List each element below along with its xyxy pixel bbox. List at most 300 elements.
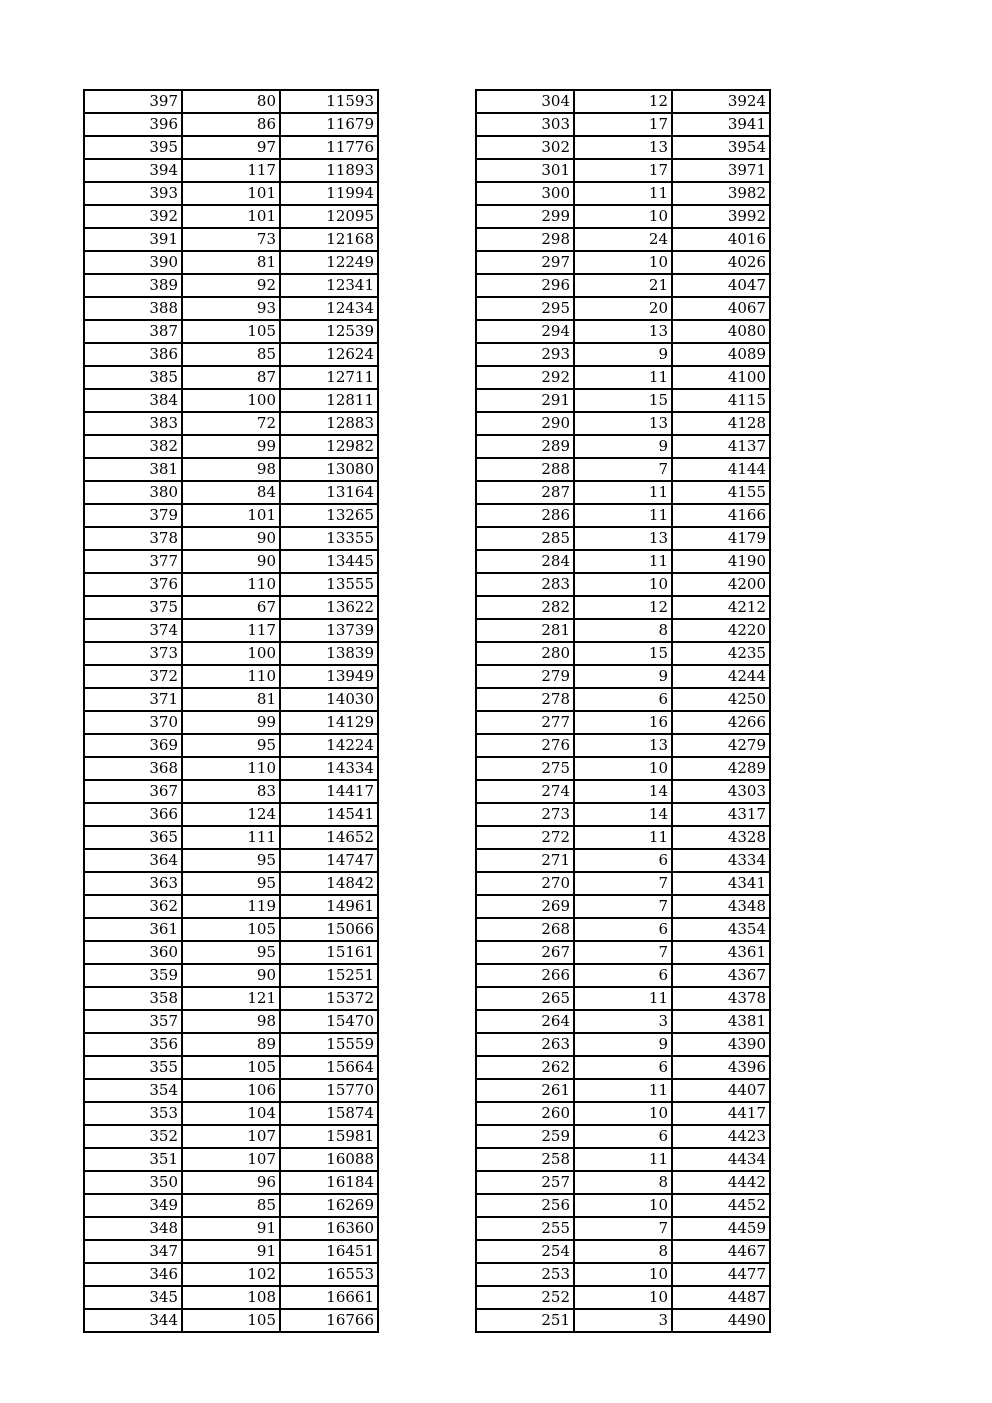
count-cell: 10: [574, 1102, 672, 1125]
score-table-right-body: [476, 90, 770, 1332]
score-cell: 280: [476, 642, 574, 665]
table-row: [84, 182, 378, 205]
count-cell: 10: [574, 1263, 672, 1286]
count-cell: 119: [182, 895, 280, 918]
score-cell: 378: [84, 527, 182, 550]
score-cell: 384: [84, 389, 182, 412]
score-cell: 299: [476, 205, 574, 228]
cumulative-cell: 4477: [672, 1263, 770, 1286]
score-cell: 287: [476, 481, 574, 504]
table-row: [476, 642, 770, 665]
count-cell: 117: [182, 619, 280, 642]
cumulative-cell: 16553: [280, 1263, 378, 1286]
count-cell: 11: [574, 182, 672, 205]
count-cell: 107: [182, 1125, 280, 1148]
table-row: [476, 918, 770, 941]
cumulative-cell: 4279: [672, 734, 770, 757]
cumulative-cell: 11593: [280, 90, 378, 113]
cumulative-cell: 3954: [672, 136, 770, 159]
count-cell: 85: [182, 1194, 280, 1217]
count-cell: 10: [574, 1286, 672, 1309]
score-cell: 391: [84, 228, 182, 251]
cumulative-cell: 11994: [280, 182, 378, 205]
score-cell: 295: [476, 297, 574, 320]
count-cell: 13: [574, 136, 672, 159]
table-row: [476, 596, 770, 619]
count-cell: 108: [182, 1286, 280, 1309]
cumulative-cell: 13622: [280, 596, 378, 619]
score-cell: 370: [84, 711, 182, 734]
cumulative-cell: 4442: [672, 1171, 770, 1194]
cumulative-cell: 15470: [280, 1010, 378, 1033]
score-cell: 397: [84, 90, 182, 113]
count-cell: 105: [182, 918, 280, 941]
table-row: [84, 619, 378, 642]
table-row: [84, 90, 378, 113]
table-row: [476, 1286, 770, 1309]
count-cell: 16: [574, 711, 672, 734]
count-cell: 7: [574, 895, 672, 918]
score-cell: 346: [84, 1263, 182, 1286]
count-cell: 17: [574, 159, 672, 182]
count-cell: 121: [182, 987, 280, 1010]
cumulative-cell: 4190: [672, 550, 770, 573]
score-cell: 285: [476, 527, 574, 550]
cumulative-cell: 16360: [280, 1217, 378, 1240]
cumulative-cell: 12095: [280, 205, 378, 228]
table-row: [476, 90, 770, 113]
count-cell: 6: [574, 849, 672, 872]
count-cell: 86: [182, 113, 280, 136]
cumulative-cell: 4089: [672, 343, 770, 366]
table-row: [476, 872, 770, 895]
table-row: [476, 987, 770, 1010]
table-row: [84, 918, 378, 941]
table-row: [476, 826, 770, 849]
table-row: [476, 251, 770, 274]
cumulative-cell: 4434: [672, 1148, 770, 1171]
cumulative-cell: 15372: [280, 987, 378, 1010]
score-cell: 257: [476, 1171, 574, 1194]
score-cell: 296: [476, 274, 574, 297]
count-cell: 117: [182, 159, 280, 182]
score-cell: 393: [84, 182, 182, 205]
count-cell: 6: [574, 1056, 672, 1079]
count-cell: 13: [574, 412, 672, 435]
count-cell: 97: [182, 136, 280, 159]
score-cell: 380: [84, 481, 182, 504]
score-cell: 385: [84, 366, 182, 389]
count-cell: 72: [182, 412, 280, 435]
table-row: [476, 274, 770, 297]
score-cell: 266: [476, 964, 574, 987]
score-cell: 357: [84, 1010, 182, 1033]
cumulative-cell: 12434: [280, 297, 378, 320]
table-row: [84, 205, 378, 228]
cumulative-cell: 13555: [280, 573, 378, 596]
table-row: [476, 159, 770, 182]
count-cell: 10: [574, 1194, 672, 1217]
score-cell: 352: [84, 1125, 182, 1148]
cumulative-cell: 4128: [672, 412, 770, 435]
table-row: [84, 228, 378, 251]
count-cell: 7: [574, 458, 672, 481]
score-cell: 374: [84, 619, 182, 642]
cumulative-cell: 4459: [672, 1217, 770, 1240]
cumulative-cell: 12539: [280, 320, 378, 343]
score-cell: 354: [84, 1079, 182, 1102]
cumulative-cell: 4381: [672, 1010, 770, 1033]
count-cell: 110: [182, 757, 280, 780]
score-cell: 259: [476, 1125, 574, 1148]
count-cell: 83: [182, 780, 280, 803]
table-row: [476, 849, 770, 872]
score-cell: 292: [476, 366, 574, 389]
score-cell: 298: [476, 228, 574, 251]
score-cell: 367: [84, 780, 182, 803]
score-cell: 278: [476, 688, 574, 711]
table-row: [476, 504, 770, 527]
cumulative-cell: 15066: [280, 918, 378, 941]
cumulative-cell: 14961: [280, 895, 378, 918]
table-row: [476, 550, 770, 573]
score-cell: 263: [476, 1033, 574, 1056]
count-cell: 90: [182, 527, 280, 550]
cumulative-cell: 4144: [672, 458, 770, 481]
cumulative-cell: 15664: [280, 1056, 378, 1079]
table-row: [84, 343, 378, 366]
count-cell: 11: [574, 504, 672, 527]
count-cell: 98: [182, 458, 280, 481]
score-cell: 303: [476, 113, 574, 136]
score-cell: 284: [476, 550, 574, 573]
score-cell: 381: [84, 458, 182, 481]
table-row: [84, 1171, 378, 1194]
score-cell: 256: [476, 1194, 574, 1217]
count-cell: 90: [182, 550, 280, 573]
table-row: [84, 734, 378, 757]
score-cell: 366: [84, 803, 182, 826]
count-cell: 104: [182, 1102, 280, 1125]
table-row: [84, 1079, 378, 1102]
count-cell: 96: [182, 1171, 280, 1194]
table-row: [476, 412, 770, 435]
score-cell: 294: [476, 320, 574, 343]
table-row: [84, 366, 378, 389]
table-row: [476, 182, 770, 205]
count-cell: 8: [574, 1240, 672, 1263]
table-row: [84, 504, 378, 527]
cumulative-cell: 16451: [280, 1240, 378, 1263]
table-row: [476, 228, 770, 251]
count-cell: 11: [574, 826, 672, 849]
table-row: [84, 688, 378, 711]
table-row: [84, 895, 378, 918]
count-cell: 9: [574, 665, 672, 688]
score-table-left-body: [84, 90, 378, 1332]
count-cell: 87: [182, 366, 280, 389]
score-table-right: [475, 89, 771, 1333]
score-cell: 255: [476, 1217, 574, 1240]
score-cell: 281: [476, 619, 574, 642]
count-cell: 80: [182, 90, 280, 113]
table-row: [84, 297, 378, 320]
score-cell: 363: [84, 872, 182, 895]
table-row: [84, 1102, 378, 1125]
cumulative-cell: 12883: [280, 412, 378, 435]
cumulative-cell: 14030: [280, 688, 378, 711]
table-row: [84, 642, 378, 665]
cumulative-cell: 12341: [280, 274, 378, 297]
score-cell: 373: [84, 642, 182, 665]
table-row: [84, 1056, 378, 1079]
count-cell: 95: [182, 734, 280, 757]
score-cell: 301: [476, 159, 574, 182]
table-row: [476, 389, 770, 412]
table-row: [84, 596, 378, 619]
cumulative-cell: 13839: [280, 642, 378, 665]
table-row: [84, 964, 378, 987]
cumulative-cell: 3971: [672, 159, 770, 182]
count-cell: 10: [574, 757, 672, 780]
count-cell: 101: [182, 205, 280, 228]
cumulative-cell: 15770: [280, 1079, 378, 1102]
table-row: [476, 895, 770, 918]
cumulative-cell: 13445: [280, 550, 378, 573]
count-cell: 13: [574, 320, 672, 343]
count-cell: 17: [574, 113, 672, 136]
cumulative-cell: 12249: [280, 251, 378, 274]
score-cell: 369: [84, 734, 182, 757]
score-cell: 272: [476, 826, 574, 849]
table-row: [84, 389, 378, 412]
cumulative-cell: 14842: [280, 872, 378, 895]
count-cell: 99: [182, 711, 280, 734]
cumulative-cell: 3924: [672, 90, 770, 113]
count-cell: 95: [182, 941, 280, 964]
table-row: [84, 987, 378, 1010]
score-cell: 395: [84, 136, 182, 159]
cumulative-cell: 4250: [672, 688, 770, 711]
cumulative-cell: 13949: [280, 665, 378, 688]
cumulative-cell: 13080: [280, 458, 378, 481]
table-row: [84, 1309, 378, 1332]
cumulative-cell: 4334: [672, 849, 770, 872]
count-cell: 7: [574, 1217, 672, 1240]
count-cell: 101: [182, 182, 280, 205]
score-cell: 274: [476, 780, 574, 803]
score-cell: 358: [84, 987, 182, 1010]
table-row: [476, 366, 770, 389]
table-row: [476, 1102, 770, 1125]
cumulative-cell: 14224: [280, 734, 378, 757]
cumulative-cell: 4155: [672, 481, 770, 504]
cumulative-cell: 4266: [672, 711, 770, 734]
cumulative-cell: 4487: [672, 1286, 770, 1309]
score-cell: 377: [84, 550, 182, 573]
table-row: [84, 849, 378, 872]
count-cell: 67: [182, 596, 280, 619]
cumulative-cell: 13265: [280, 504, 378, 527]
count-cell: 24: [574, 228, 672, 251]
cumulative-cell: 12982: [280, 435, 378, 458]
table-row: [476, 1056, 770, 1079]
cumulative-cell: 4328: [672, 826, 770, 849]
cumulative-cell: 4100: [672, 366, 770, 389]
count-cell: 111: [182, 826, 280, 849]
count-cell: 14: [574, 780, 672, 803]
count-cell: 100: [182, 642, 280, 665]
count-cell: 11: [574, 481, 672, 504]
score-cell: 265: [476, 987, 574, 1010]
table-row: [476, 688, 770, 711]
table-row: [476, 734, 770, 757]
score-cell: 344: [84, 1309, 182, 1332]
count-cell: 105: [182, 320, 280, 343]
count-cell: 124: [182, 803, 280, 826]
score-cell: 376: [84, 573, 182, 596]
cumulative-cell: 16661: [280, 1286, 378, 1309]
table-row: [84, 435, 378, 458]
score-cell: 269: [476, 895, 574, 918]
score-cell: 300: [476, 182, 574, 205]
table-row: [476, 1148, 770, 1171]
table-row: [476, 573, 770, 596]
table-row: [84, 757, 378, 780]
table-row: [476, 941, 770, 964]
count-cell: 11: [574, 366, 672, 389]
table-row: [476, 1010, 770, 1033]
score-cell: 379: [84, 504, 182, 527]
score-cell: 372: [84, 665, 182, 688]
cumulative-cell: 12711: [280, 366, 378, 389]
score-cell: 387: [84, 320, 182, 343]
score-cell: 388: [84, 297, 182, 320]
cumulative-cell: 3982: [672, 182, 770, 205]
cumulative-cell: 13739: [280, 619, 378, 642]
score-cell: 253: [476, 1263, 574, 1286]
count-cell: 15: [574, 642, 672, 665]
cumulative-cell: 4407: [672, 1079, 770, 1102]
score-cell: 383: [84, 412, 182, 435]
count-cell: 3: [574, 1309, 672, 1332]
cumulative-cell: 4220: [672, 619, 770, 642]
score-cell: 276: [476, 734, 574, 757]
table-row: [476, 527, 770, 550]
score-cell: 279: [476, 665, 574, 688]
score-cell: 375: [84, 596, 182, 619]
table-row: [84, 826, 378, 849]
count-cell: 84: [182, 481, 280, 504]
cumulative-cell: 12624: [280, 343, 378, 366]
table-row: [476, 619, 770, 642]
table-row: [84, 1148, 378, 1171]
score-cell: 286: [476, 504, 574, 527]
score-cell: 283: [476, 573, 574, 596]
table-row: [84, 412, 378, 435]
cumulative-cell: 4317: [672, 803, 770, 826]
table-row: [476, 1309, 770, 1332]
score-cell: 365: [84, 826, 182, 849]
cumulative-cell: 4361: [672, 941, 770, 964]
table-row: [476, 320, 770, 343]
cumulative-cell: 4396: [672, 1056, 770, 1079]
score-cell: 356: [84, 1033, 182, 1056]
count-cell: 85: [182, 343, 280, 366]
cumulative-cell: 4390: [672, 1033, 770, 1056]
cumulative-cell: 4244: [672, 665, 770, 688]
table-row: [476, 458, 770, 481]
count-cell: 98: [182, 1010, 280, 1033]
cumulative-cell: 4080: [672, 320, 770, 343]
cumulative-cell: 16088: [280, 1148, 378, 1171]
cumulative-cell: 15981: [280, 1125, 378, 1148]
cumulative-cell: 4467: [672, 1240, 770, 1263]
table-row: [84, 1194, 378, 1217]
cumulative-cell: 4303: [672, 780, 770, 803]
table-row: [476, 711, 770, 734]
count-cell: 95: [182, 849, 280, 872]
table-row: [84, 251, 378, 274]
count-cell: 10: [574, 205, 672, 228]
score-cell: 277: [476, 711, 574, 734]
table-row: [84, 573, 378, 596]
cumulative-cell: 16766: [280, 1309, 378, 1332]
table-row: [84, 941, 378, 964]
table-row: [476, 343, 770, 366]
cumulative-cell: 13164: [280, 481, 378, 504]
table-row: [84, 1263, 378, 1286]
count-cell: 9: [574, 343, 672, 366]
count-cell: 20: [574, 297, 672, 320]
table-row: [476, 113, 770, 136]
count-cell: 7: [574, 872, 672, 895]
score-cell: 349: [84, 1194, 182, 1217]
count-cell: 73: [182, 228, 280, 251]
table-row: [476, 136, 770, 159]
score-cell: 351: [84, 1148, 182, 1171]
cumulative-cell: 4047: [672, 274, 770, 297]
count-cell: 106: [182, 1079, 280, 1102]
count-cell: 11: [574, 1148, 672, 1171]
count-cell: 89: [182, 1033, 280, 1056]
table-row: [476, 1240, 770, 1263]
cumulative-cell: 4067: [672, 297, 770, 320]
score-cell: 345: [84, 1286, 182, 1309]
cumulative-cell: 4490: [672, 1309, 770, 1332]
cumulative-cell: 4341: [672, 872, 770, 895]
score-cell: 267: [476, 941, 574, 964]
table-row: [476, 1194, 770, 1217]
cumulative-cell: 4137: [672, 435, 770, 458]
table-row: [476, 1171, 770, 1194]
cumulative-cell: 4212: [672, 596, 770, 619]
table-row: [476, 780, 770, 803]
count-cell: 6: [574, 1125, 672, 1148]
score-table-left: [83, 89, 379, 1333]
score-cell: 262: [476, 1056, 574, 1079]
cumulative-cell: 11776: [280, 136, 378, 159]
cumulative-cell: 15251: [280, 964, 378, 987]
cumulative-cell: 4179: [672, 527, 770, 550]
score-cell: 291: [476, 389, 574, 412]
score-cell: 254: [476, 1240, 574, 1263]
score-cell: 361: [84, 918, 182, 941]
cumulative-cell: 16184: [280, 1171, 378, 1194]
score-cell: 289: [476, 435, 574, 458]
score-cell: 368: [84, 757, 182, 780]
table-row: [84, 711, 378, 734]
